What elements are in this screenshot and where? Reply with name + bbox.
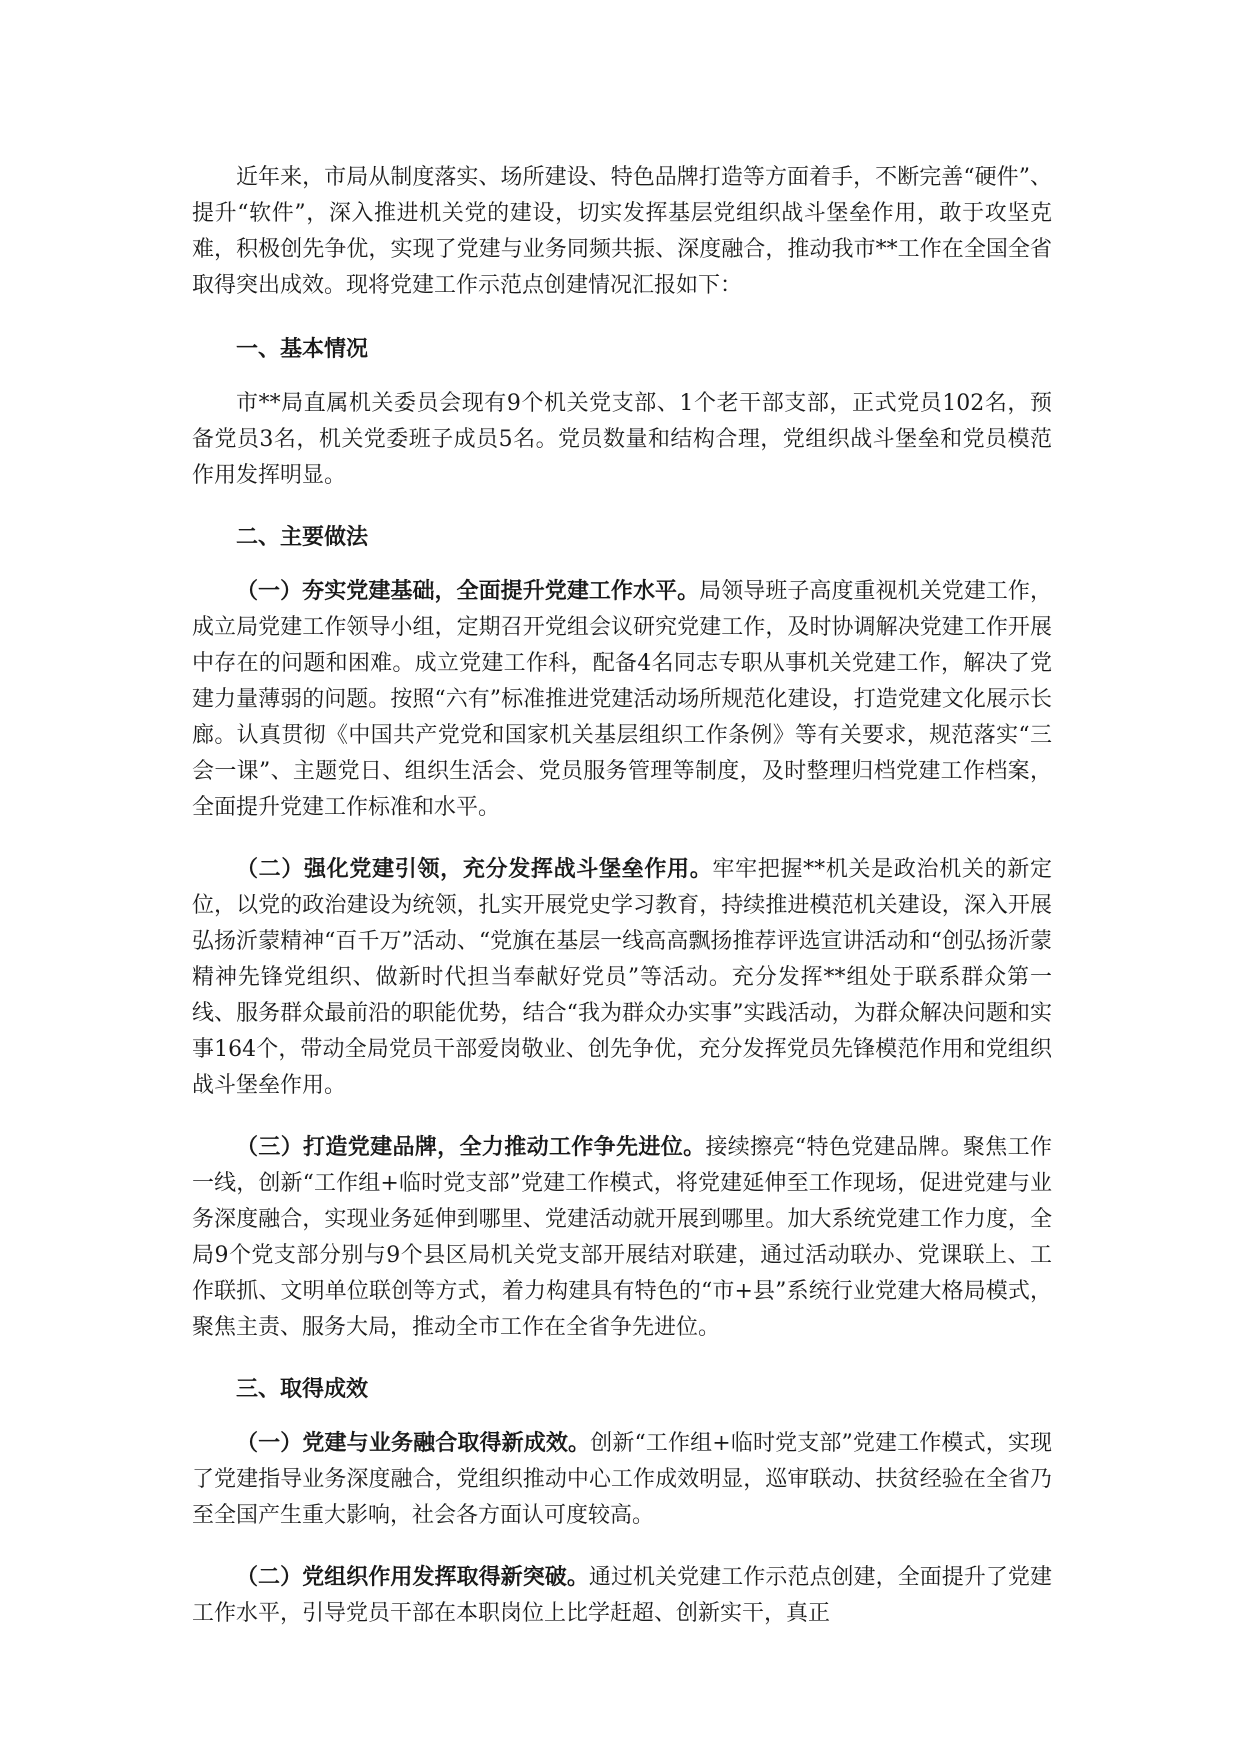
achievement-lead-2: （二）党组织作用发挥取得新突破。 <box>236 1565 589 1590</box>
achievement-lead-1: （一）党建与业务融合取得新成效。 <box>236 1431 591 1456</box>
section-heading-main-practices: 二、主要做法 <box>236 525 369 550</box>
practice-lead-1: （一）夯实党建基础，全面提升党建工作水平。 <box>236 579 700 604</box>
section-heading-achievements: 三、取得成效 <box>236 1377 369 1402</box>
practice-text-3: 接续擦亮“特色党建品牌。聚焦工作一线，创新“工作组+临时党支部”党建工作模式，将党建延伸至工作现场，促进党建与业务深度融合，实现业务延伸到哪里、党建活动就开展到哪里。加大系统党建工作力度，全局9个党支部分别与9个县区局机关党支部开展结对联建，通过活动联办、党课联上、工作联抓、文明单位联创等方式，着力构建具有特色的“市+县”系统行业党建大格局模式，聚焦主责、服务大局，推动全市工作在全省争先进位。 <box>192 1135 1052 1340</box>
achievement-paragraph-2 <box>192 1560 1052 1632</box>
section-heading-basic-situation: 一、基本情况 <box>236 337 369 362</box>
practice-paragraph-1 <box>192 574 1052 826</box>
practice-text-2: 牢牢把握**机关是政治机关的新定位，以党的政治建设为统领，扎实开展党史学习教育，持续推进模范机关建设，深入开展弘扬沂蒙精神“百千万”活动、“党旗在基层一线高高飘扬推荐评选宣讲活动和“创弘扬沂蒙精神先锋党组织、做新时代担当奉献好党员”等活动。充分发挥**组处于联系群众第一线、服务群众最前沿的职能优势，结合“我为群众办实事”实践活动，为群众解决问题和实事164个，带动全局党员干部爱岗敬业、创先争优，充分发挥党员先锋模范作用和党组织战斗堡垒作用。 <box>192 857 1052 1098</box>
achievement-text-1: 创新“工作组+临时党支部”党建工作模式，实现了党建指导业务深度融合，党组织推动中心工作成效明显，巡审联动、扶贫经验在全省乃至全国产生重大影响，社会各方面认可度较高。 <box>192 1431 1052 1528</box>
document-body <box>192 160 1052 1658</box>
practice-paragraph-2 <box>192 852 1052 1104</box>
practice-lead-2: （二）强化党建引领，充分发挥战斗堡垒作用。 <box>236 857 713 882</box>
intro-paragraph: 近年来，市局从制度落实、场所建设、特色品牌打造等方面着手，不断完善“硬件”、提升“软件”，深入推进机关党的建设，切实发挥基层党组织战斗堡垒作用，敢于攻坚克难，积极创先争优，实现了党建与业务同频共振、深度融合，推动我市**工作在全国全省取得突出成效。现将党建工作示范点创建情况汇报如下： <box>192 165 1052 298</box>
basic-situation-paragraph: 市**局直属机关委员会现有9个机关党支部、1个老干部支部，正式党员102名，预备党员3名，机关党委班子成员5名。党员数量和结构合理，党组织战斗堡垒和党员模范作用发挥明显。 <box>192 391 1052 488</box>
practice-paragraph-3 <box>192 1130 1052 1346</box>
achievement-text-2: 通过机关党建工作示范点创建，全面提升了党建工作水平，引导党员干部在本职岗位上比学赶超、创新实干，真正 <box>192 1565 1052 1626</box>
practice-text-1: 局领导班子高度重视机关党建工作，成立局党建工作领导小组，定期召开党组会议研究党建工作，及时协调解决党建工作开展中存在的问题和困难。成立党建工作科，配备4名同志专职从事机关党建工作，解决了党建力量薄弱的问题。按照“六有”标准推进党建活动场所规范化建设，打造党建文化展示长廊。认真贯彻《中国共产党党和国家机关基层组织工作条例》等有关要求，规范落实“三会一课”、主题党日、组织生活会、党员服务管理等制度，及时整理归档党建工作档案，全面提升党建工作标准和水平。 <box>192 579 1052 820</box>
practice-lead-3: （三）打造党建品牌，全力推动工作争先进位。 <box>236 1135 706 1160</box>
achievement-paragraph-1 <box>192 1426 1052 1534</box>
